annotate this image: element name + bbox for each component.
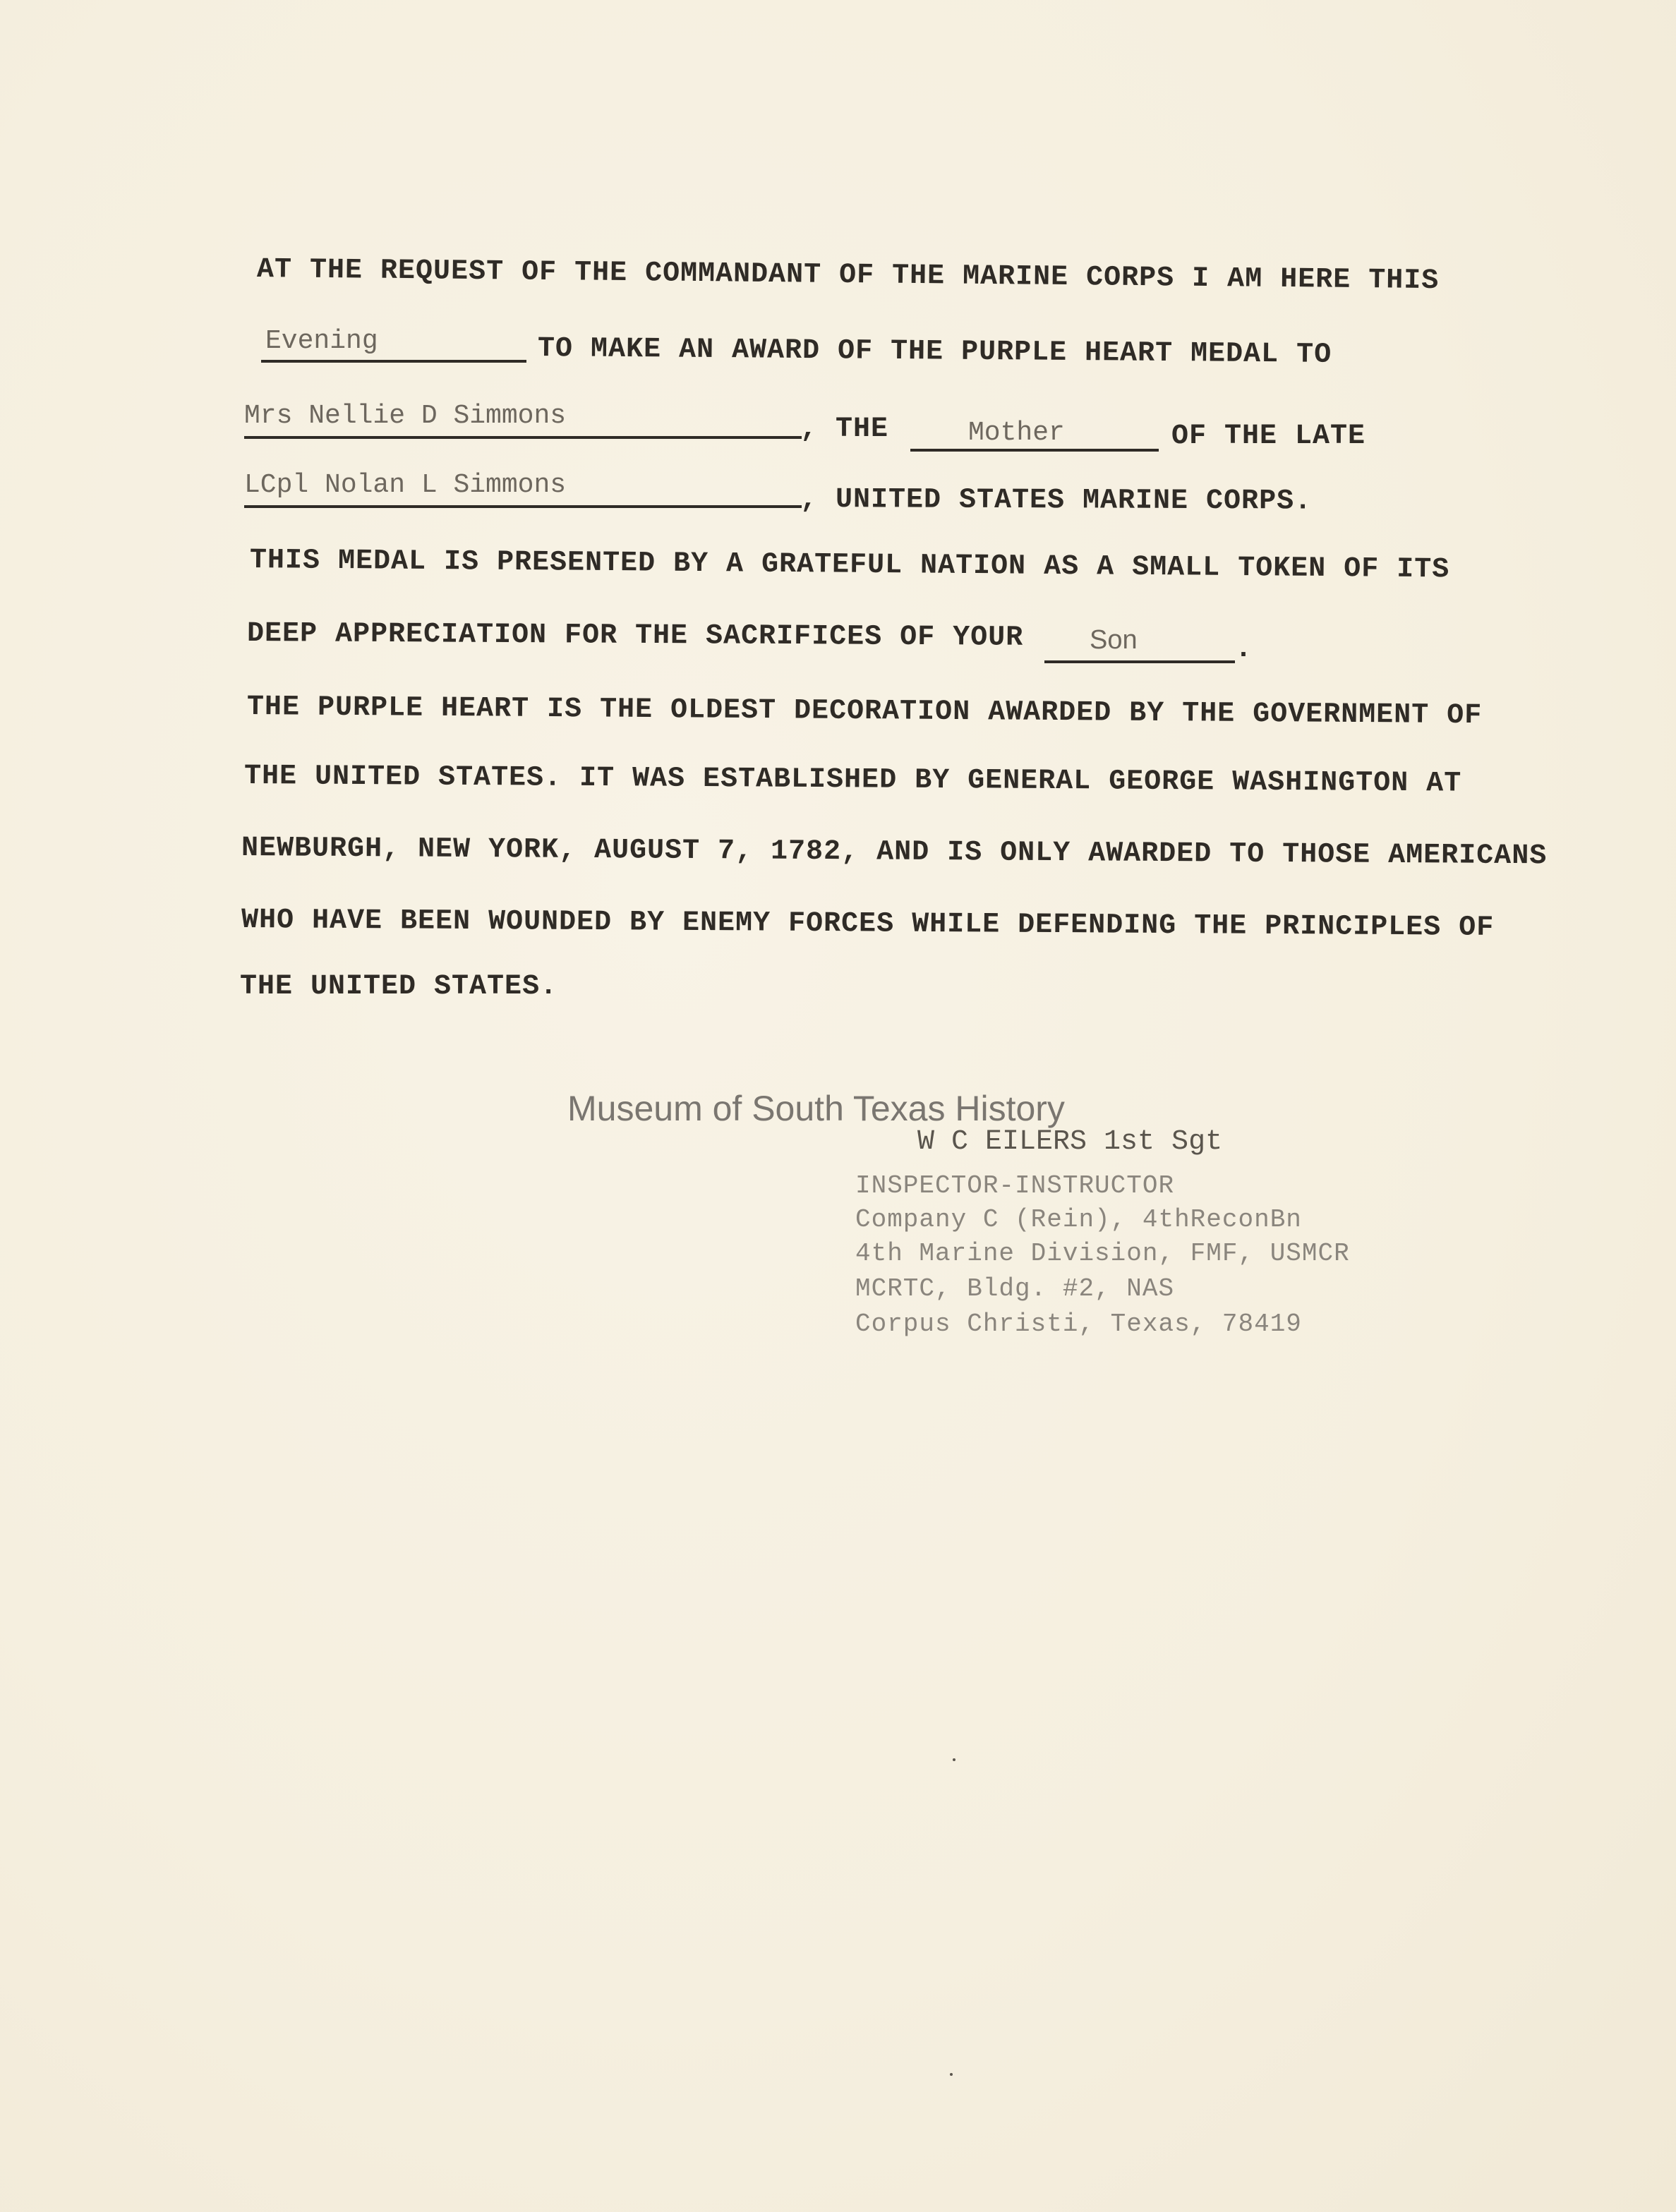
text-line-9: NEWBURGH, NEW YORK, AUGUST 7, 1782, AND IS ONLY AWARDED TO THOSE AMERICANS xyxy=(241,833,1548,873)
signature-name: W C EILERS 1st Sgt xyxy=(917,1126,1223,1158)
fill-relation: Mother xyxy=(968,418,1065,448)
fill-deceased: LCpl Nolan L Simmons xyxy=(244,470,567,500)
text-line-6-end: . xyxy=(1235,634,1253,665)
stamp-line-5: Corpus Christi, Texas, 78419 xyxy=(855,1310,1302,1338)
text-line-8: THE UNITED STATES. IT WAS ESTABLISHED BY GENERAL GEORGE WASHINGTON AT xyxy=(243,761,1462,800)
stamp-line-1: INSPECTOR-INSTRUCTOR xyxy=(855,1171,1175,1200)
blank-rule-recipient xyxy=(244,436,802,439)
fill-time: Evening xyxy=(265,326,378,356)
text-line-10: WHO HAVE BEEN WOUNDED BY ENEMY FORCES WHILE DEFENDING THE PRINCIPLES OF xyxy=(241,905,1495,944)
text-line-4-rest: , UNITED STATES MARINE CORPS. xyxy=(800,484,1313,518)
stamp-line-4: MCRTC, Bldg. #2, NAS xyxy=(855,1274,1175,1303)
stamp-line-3: 4th Marine Division, FMF, USMCR xyxy=(855,1239,1350,1268)
text-line-7: THE PURPLE HEART IS THE OLDEST DECORATION AWARDED BY THE GOVERNMENT OF xyxy=(246,691,1483,732)
watermark: Museum of South Texas History xyxy=(567,1089,1065,1128)
fill-recipient: Mrs Nellie D Simmons xyxy=(244,401,567,431)
text-line-11: THE UNITED STATES. xyxy=(240,971,558,1003)
fill-son: Son xyxy=(1090,625,1138,655)
paper-speck xyxy=(953,1758,955,1761)
blank-rule-time xyxy=(261,360,526,363)
blank-rule-son xyxy=(1044,660,1235,663)
blank-rule-relation xyxy=(910,449,1159,452)
paper-speck xyxy=(950,2073,953,2076)
text-line-3-rest: OF THE LATE xyxy=(1171,421,1366,452)
text-line-1: AT THE REQUEST OF THE COMMANDANT OF THE MARINE CORPS I AM HERE THIS xyxy=(256,254,1440,298)
text-line-6: DEEP APPRECIATION FOR THE SACRIFICES OF YOUR xyxy=(246,618,1024,654)
text-line-2: TO MAKE AN AWARD OF THE PURPLE HEART MEDAL TO xyxy=(537,333,1332,371)
text-line-3-the: , THE xyxy=(800,413,889,445)
stamp-line-2: Company C (Rein), 4thReconBn xyxy=(855,1205,1302,1234)
blank-rule-deceased xyxy=(244,505,802,508)
text-line-5: THIS MEDAL IS PRESENTED BY A GRATEFUL NATION AS A SMALL TOKEN OF ITS xyxy=(249,545,1450,586)
